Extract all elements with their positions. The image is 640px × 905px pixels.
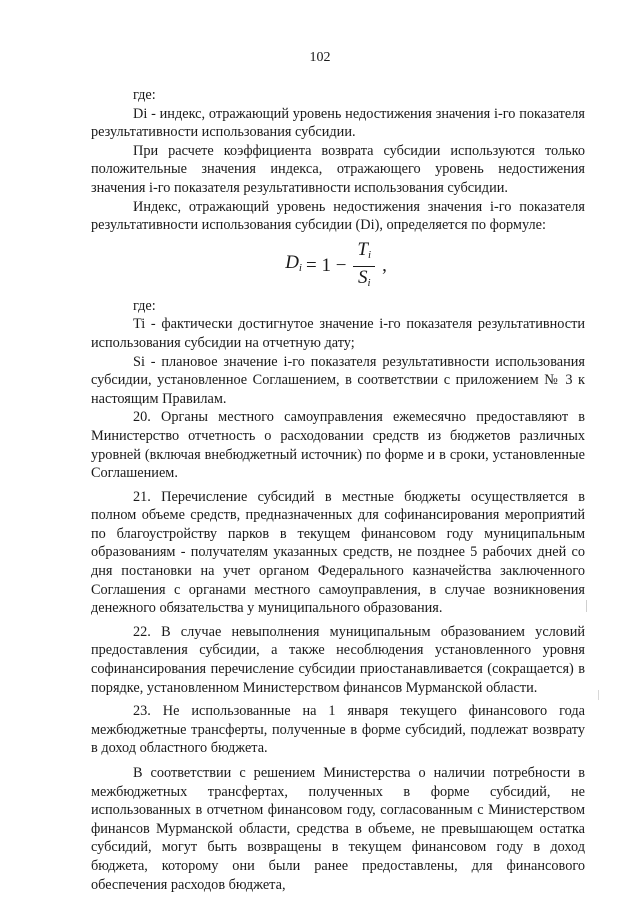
- formula: [91, 239, 585, 291]
- formula-comma: ,: [382, 254, 387, 276]
- formula-equals: = 1 −: [305, 254, 347, 276]
- paragraph-21: 21. Перечисление субсидий в местные бюджеты осуществляется в полном объеме средств, предназначенных для софинансирования мероприятий по благоустройству парков в текущем финансовом году муниципальным образованиям - получателям указанных средств, не позднее 5 рабочих дней со дня постановки на учет органом Федерального казначейства заключенного Соглашения с органами местного самоуправления, в случае возникновения денежного обязательства у муниципального образования.: [91, 488, 585, 617]
- scan-artifact: [598, 690, 599, 700]
- formula-fraction: [353, 239, 375, 294]
- formula-denominator: $S_i$: [357, 266, 371, 289]
- index-intro: Индекс, отражающий уровень недостижения значения i-го показателя результативности использования субсидии (Di), определяется по формуле:: [91, 198, 585, 234]
- si-definition: Si - плановое значение i-го показателя результативности использования субсидии, установленное Соглашением, в соответствии с приложением № 3 к настоящим Правилам.: [91, 353, 585, 407]
- paragraph-23: 23. Не использованные на 1 января текущего финансового года межбюджетные трансферты, полученные в форме субсидий, подлежат возврату в доход областного бюджета.: [91, 703, 585, 757]
- paragraph-20: 20. Органы местного самоуправления ежемесячно предоставляют в Министерство отчетность о расходовании средств из бюджетов различных уровней (включая внебюджетный источник) по форме и в сроки, установленные Соглашением.: [91, 409, 585, 482]
- where-label: где:: [133, 87, 156, 103]
- ti-definition: Ti - фактически достигнутое значение i-го показателя результативности использования субсидии на отчетную дату;: [91, 316, 585, 351]
- di-definition: Di - индекс, отражающий уровень недостижения значения i-го показателя результативности использования субсидии.: [91, 105, 585, 141]
- calc-note: При расчете коэффициента возврата субсидии используются только положительные значения индекса, отражающего уровень недостижения значения i-го показателя результативности использования субсидии.: [91, 142, 585, 196]
- document-body: [91, 86, 585, 894]
- paragraph-23-continued: В соответствии с решением Министерства о наличии потребности в межбюджетных трансфертах, полученных в форме субсидий, не использованных в отчетном финансовом году, согласованным с Министерством финансов Мурманской области, средства в объеме, не превышающем остатка субсидий, могут быть возвращены в текущем финансовом году в доход бюджета, которому они были ранее предоставлены, для финансового обеспечения расходов бюджета,: [91, 765, 585, 893]
- formula-numerator: $T_i$: [353, 239, 375, 267]
- where-label-2: где:: [133, 297, 156, 314]
- page-number: 102: [309, 50, 331, 65]
- scan-artifact: [586, 600, 587, 612]
- paragraph-22: 22. В случае невыполнения муниципальным образованием условий предоставления субсидии, а также несоблюдения установленного уровня софинансирования перечисление субсидии приостанавливается (сокращается) в порядке, установленном Министерством финансов Мурманской области.: [91, 623, 585, 696]
- formula-lhs: $D_i$: [285, 252, 302, 275]
